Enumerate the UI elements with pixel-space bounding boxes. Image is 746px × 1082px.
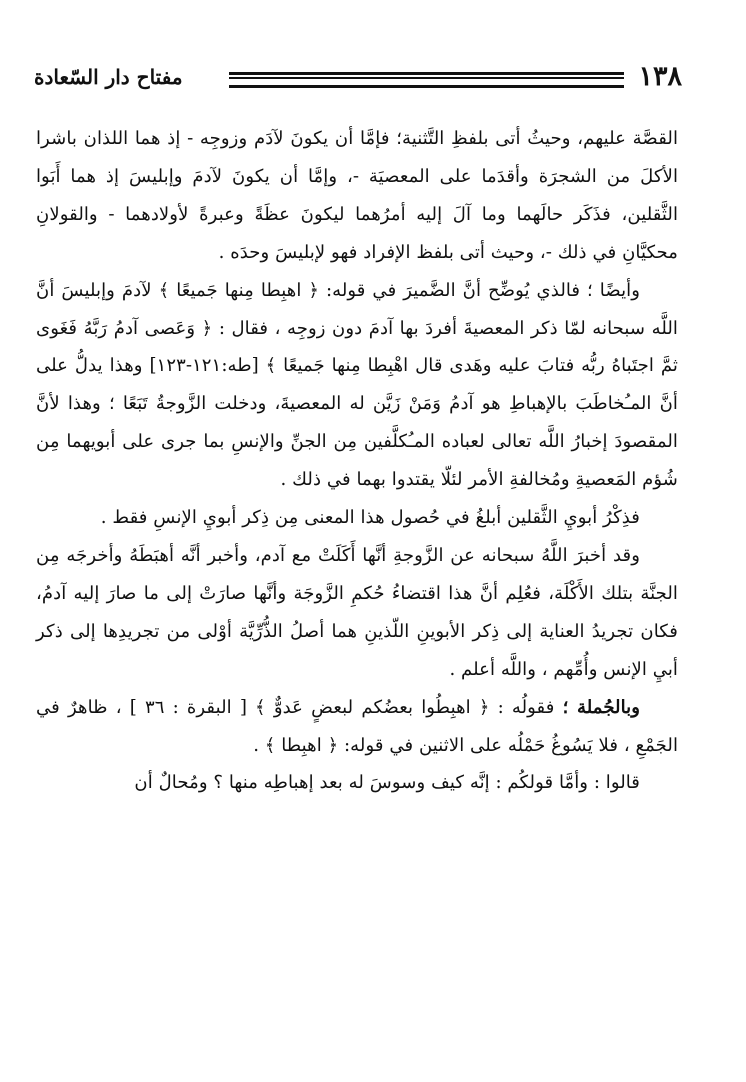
page-number: ١٣٨ — [638, 61, 682, 92]
running-title: مفتاح دار السّعادة — [34, 65, 183, 89]
header-rule — [229, 72, 624, 88]
paragraph-5 — [36, 689, 678, 765]
page-header — [34, 62, 682, 98]
paragraph-2: وأيضًا ؛ فالذي يُوضِّح أنَّ الضَّميرَ في قوله: ﴿ اهبِطا مِنها جَميعًا ﴾ لآدمَ وإبليسَ أنَّ اللَّه سبحانه لمّا ذكر المعصيةَ أفردَ بها آدمَ دون زوجِه ، فقال : ﴿ وَعَصى آدمُ رَبَّهُ فَغَوى ثمَّ اجتَباهُ ربُّه فتابَ عليه وهَدى قال اهْبِطا مِنها جَميعًا ﴾ [طه:١٢١-١٢٣] وهذا يدلُّ على أنَّ المـُخاطَبَ بالإهباطِ هو آدمُ وَمَنْ زَيَّن له المعصيةَ، ودخلت الزَّوجةُ تَبَعًا ؛ وهذا لأنَّ المقصودَ إخبارُ اللَّه تعالى لعباده المـُكلَّفين مِن الجنِّ والإنسِ بما جرى على أبويهما مِن شُؤم المَعصيةِ ومُخالفةِ الأمر لئلّا يقتدوا بهما في ذلك . — [36, 279, 678, 491]
paragraph-5-lead: وبالجُملة ؛ — [562, 696, 640, 718]
paragraph-6: قالوا : وأمَّا قولكُم : إنَّه كيف وسوسَ له بعد إهباطِه منها ؟ ومُحالٌ أن — [134, 772, 640, 794]
paragraph-3: فذِكْرُ أبويِ الثَّقلين أبلغُ في حُصول هذا المعنى مِن ذِكر أبويِ الإنسِ فقط . — [100, 507, 640, 529]
paragraph-5-text: فقولُه : ﴿ اهبِطُوا بعضُكم لبعضٍ عَدوٌّ ﴾ [ البقرة : ٣٦ ] ، ظاهرٌ في الجَمْعِ ، فلا يَسُوغُ حَمْلُه على الاثنين في قوله: ﴿ اهبِطا ﴾ . — [36, 696, 678, 756]
paragraph-1: القصَّة عليهم، وحيثُ أتى بلفظِ التَّثنية؛ فإمَّا أن يكونَ لآدَم وزوجِه - إذ هما اللذان باشرا الأكلَ من الشجرَة وأقدَما على المعصيَة -، وإمَّا أن يكونَ لآدمَ وإبليسَ إذ هما أَبَوا الثَّقلين، فذَكَر حالَهما وما آلَ إليه أمرُهما ليكونَ عظَةً وعبرةً لأولادهما - والقولانِ محكيَّانِ في ذلك -، وحيث أتى بلفظ الإفراد فهو لإبليسَ وحدَه . — [36, 128, 678, 263]
page-body — [36, 120, 678, 802]
paragraph-4: وقد أخبرَ اللَّهُ سبحانه عن الزَّوجةِ أنَّها أَكَلَتْ مع آدم، وأخبر أنَّه أهبَطَهُ وأخرجَه مِن الجنَّة بتلك الأَكْلَة، فعُلِم أنَّ هذا اقتضاءُ حُكمِ الزَّوجَة وأنَّها صارَتْ إلى ما صارَ إليه آدمُ، فكان تجريدُ العناية إلى ذِكر الأبوينِ اللّذينِ هما أصلُ الذُّرِّيَّة أوْلى من تجريدِها إلى ذكر أبيِ الإنس وأُمِّهم ، واللَّه أعلم . — [36, 544, 678, 680]
